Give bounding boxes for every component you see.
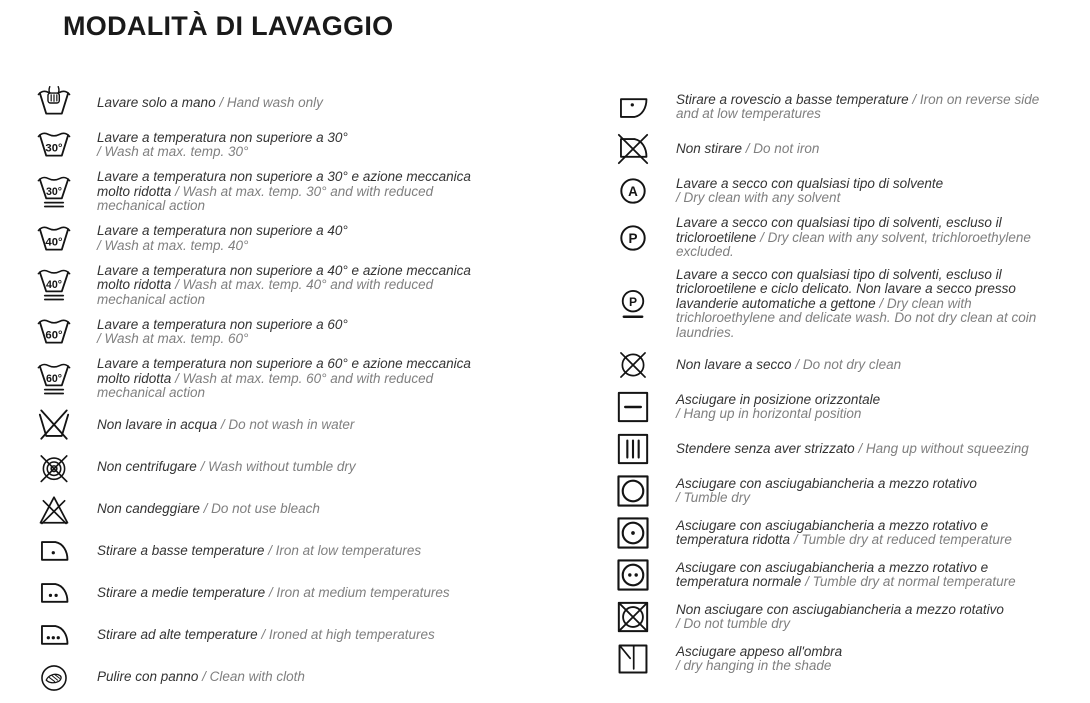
dry-clean-p-icon (612, 221, 658, 255)
label-english: / Iron at medium temperatures (268, 585, 450, 601)
care-item (612, 516, 1052, 550)
care-item-text (676, 561, 1052, 590)
iron-high-icon (33, 619, 79, 653)
label-english: / Dry clean with any solvent, trichloroethylene excluded. (676, 229, 1031, 259)
svg-text:40°: 40° (45, 279, 63, 292)
label-english: / Iron at low temperatures (268, 543, 422, 559)
label-english: / Do not use bleach (203, 501, 320, 517)
label-italian: Non lavare in acqua (97, 417, 218, 433)
label-italian: Lavare a temperatura non superiore a 40° e azione meccanica molto ridotta (97, 262, 471, 292)
label-italian: Non stirare (676, 140, 743, 156)
care-item-text (676, 442, 1029, 457)
wash-tub-mild-icon (33, 175, 79, 209)
wash-tub-icon (33, 222, 79, 256)
label-english: / Wash at max. temp. 40° and with reduced mechanical action (97, 277, 434, 307)
care-item (612, 348, 1052, 382)
care-item-text (676, 477, 977, 506)
label-english: / Do not iron (745, 140, 820, 156)
label-italian: Lavare a temperatura non superiore a 40° (97, 223, 348, 238)
label-italian: Asciugare con asciugabiancheria a mezzo rotativo (676, 475, 977, 491)
tumble-dry-icon (612, 474, 658, 508)
care-item (612, 174, 1052, 208)
care-item-text (97, 224, 348, 253)
care-item (33, 535, 479, 569)
clean-cloth-icon (33, 661, 79, 695)
svg-text:30°: 30° (45, 185, 63, 198)
label-italian: Stirare a medie temperature (97, 585, 266, 601)
care-item (612, 642, 1052, 676)
care-item (33, 357, 479, 401)
label-italian: Stendere senza aver strizzato (676, 440, 855, 456)
care-item (612, 390, 1052, 424)
label-italian: Lavare a temperatura non superiore a 30° (97, 129, 348, 145)
care-item (33, 409, 479, 443)
care-item-text (97, 628, 435, 643)
shade-dry-icon (612, 642, 658, 676)
label-italian: Asciugare con asciugabiancheria a mezzo rotativo e temperatura ridotta (676, 517, 989, 547)
label-italian: Pulire con panno (97, 669, 199, 685)
care-item-text (97, 670, 305, 685)
care-item (33, 661, 479, 695)
label-english: / Wash at max. temp. 60° (97, 331, 249, 346)
label-english: / Tumble dry at normal temperature (805, 574, 1016, 589)
svg-text:40°: 40° (45, 235, 63, 248)
label-italian: Lavare solo a mano (97, 94, 216, 110)
label-italian: Asciugare in posizione orizzontale (676, 391, 881, 407)
iron-medium-icon (33, 577, 79, 611)
care-item-text (676, 519, 1052, 548)
wash-tub-mild-icon (33, 268, 79, 302)
label-italian: Stirare a rovescio a basse temperature (676, 91, 909, 107)
care-item-text (676, 358, 901, 373)
care-item (33, 264, 479, 308)
label-italian: Non centrifugare (97, 459, 197, 475)
wash-tub-icon (33, 128, 79, 162)
care-item (33, 86, 479, 120)
svg-text:60°: 60° (45, 329, 63, 342)
label-italian: Asciugare con asciugabiancheria a mezzo rotativo e temperatura normale (676, 559, 989, 589)
label-italian: Lavare a secco con qualsiasi tipo di solventi, escluso il tricloroetilene e ciclo delicato. Non lavare a secco presso lavanderie automatiche a gettone (676, 266, 1016, 311)
iron-low-icon (33, 535, 79, 569)
care-item (612, 432, 1052, 466)
care-item-text (676, 393, 880, 422)
label-english: / Wash without tumble dry (200, 459, 356, 475)
care-item-text (676, 645, 842, 674)
svg-text:P: P (628, 230, 638, 246)
care-item (33, 170, 479, 214)
label-english: / dry hanging in the shade (676, 658, 832, 673)
label-english: / Do not wash in water (220, 417, 355, 433)
care-item-text (97, 131, 348, 160)
care-item-text (97, 502, 320, 517)
care-item (33, 222, 479, 256)
care-item (33, 493, 479, 527)
drip-dry-icon (612, 432, 658, 466)
do-not-iron-icon (612, 132, 658, 166)
care-item-text (97, 264, 479, 308)
care-item-text (676, 177, 943, 206)
label-italian: Lavare a temperatura non superiore a 60° (97, 316, 348, 332)
label-english: / Clean with cloth (202, 669, 305, 685)
label-english: / Wash at max. temp. 60° and with reduced mechanical action (97, 370, 434, 400)
label-english: / Iron on reverse side and at low temperatures (676, 91, 1040, 121)
label-italian: Lavare a temperatura non superiore a 60° e azione meccanica molto ridotta (97, 356, 471, 386)
do-not-wash-icon (33, 409, 79, 443)
label-english: / Tumble dry at reduced temperature (793, 532, 1012, 547)
care-item (612, 600, 1052, 634)
care-item (612, 90, 1052, 124)
care-item (612, 474, 1052, 508)
care-item (33, 619, 479, 653)
svg-text:A: A (628, 183, 638, 199)
care-item-text (676, 93, 1052, 122)
care-item-text (97, 544, 421, 559)
care-item (612, 558, 1052, 592)
care-item-text (97, 586, 450, 601)
svg-text:P: P (628, 294, 638, 309)
wash-tub-icon (33, 315, 79, 349)
care-item-text (97, 418, 354, 433)
tumble-dry-normal-icon (612, 558, 658, 592)
care-item-text (676, 268, 1052, 341)
label-english: / Dry clean with any solvent (676, 190, 841, 205)
do-not-bleach-icon (33, 493, 79, 527)
tumble-dry-low-icon (612, 516, 658, 550)
care-item-text (97, 96, 323, 111)
label-italian: Non lavare a secco (676, 356, 792, 372)
dry-clean-a-icon (612, 174, 658, 208)
hand-wash-icon (33, 86, 79, 120)
label-italian: Non asciugare con asciugabiancheria a mezzo rotativo (676, 601, 1004, 617)
label-italian: Stirare ad alte temperature (97, 627, 258, 643)
wash-tub-mild-icon (33, 362, 79, 396)
care-item-text (97, 318, 348, 347)
label-english: / Wash at max. temp. 40° (97, 237, 249, 253)
dry-horizontal-icon (612, 390, 658, 424)
iron-reverse-icon (612, 90, 658, 124)
care-item (612, 216, 1052, 260)
column-left (33, 86, 479, 703)
label-english: / Do not tumble dry (676, 616, 791, 631)
care-item (612, 132, 1052, 166)
column-right (612, 90, 1052, 684)
do-not-dry-clean-icon (612, 348, 658, 382)
care-item-text (97, 460, 356, 475)
care-item (33, 128, 479, 162)
label-italian: Non candeggiare (97, 501, 200, 517)
page-title: MODALITÀ DI LAVAGGIO (63, 11, 394, 41)
label-english: / Tumble dry (676, 490, 751, 505)
label-english: / Do not dry clean (795, 356, 902, 372)
label-english: / Hang up without squeezing (858, 440, 1029, 456)
label-english: / Wash at max. temp. 30° and with reduced mechanical action (97, 183, 434, 213)
care-item-text (676, 216, 1052, 260)
care-item (33, 451, 479, 485)
care-item (33, 315, 479, 349)
label-english: / Hang up in horizontal position (676, 406, 862, 421)
care-item (33, 577, 479, 611)
care-item-text (97, 357, 479, 401)
label-english: / Hand wash only (219, 94, 323, 110)
label-italian: Lavare a secco con qualsiasi tipo di solventi, escluso il tricloroetilene (676, 215, 1002, 245)
label-italian: Asciugare appeso all'ombra (676, 643, 843, 659)
dry-clean-p-delicate-icon (612, 287, 658, 321)
do-not-spin-icon (33, 451, 79, 485)
care-item-text (676, 603, 1004, 632)
label-italian: Stirare a basse temperature (97, 543, 265, 559)
label-italian: Lavare a temperatura non superiore a 30° e azione meccanica molto ridotta (97, 169, 471, 199)
label-italian: Lavare a secco con qualsiasi tipo di solvente (676, 175, 944, 191)
care-item (612, 268, 1052, 341)
label-english: / Wash at max. temp. 30° (97, 144, 249, 159)
do-not-tumble-dry-icon (612, 600, 658, 634)
care-item-text (97, 170, 479, 214)
care-item-text (676, 142, 819, 157)
label-english: / Dry clean with trichloroethylene and delicate wash. Do not dry clean at coin laundries. (676, 295, 1037, 340)
svg-text:30°: 30° (45, 142, 63, 155)
svg-text:60°: 60° (45, 372, 63, 385)
label-english: / Ironed at high temperatures (261, 627, 435, 643)
